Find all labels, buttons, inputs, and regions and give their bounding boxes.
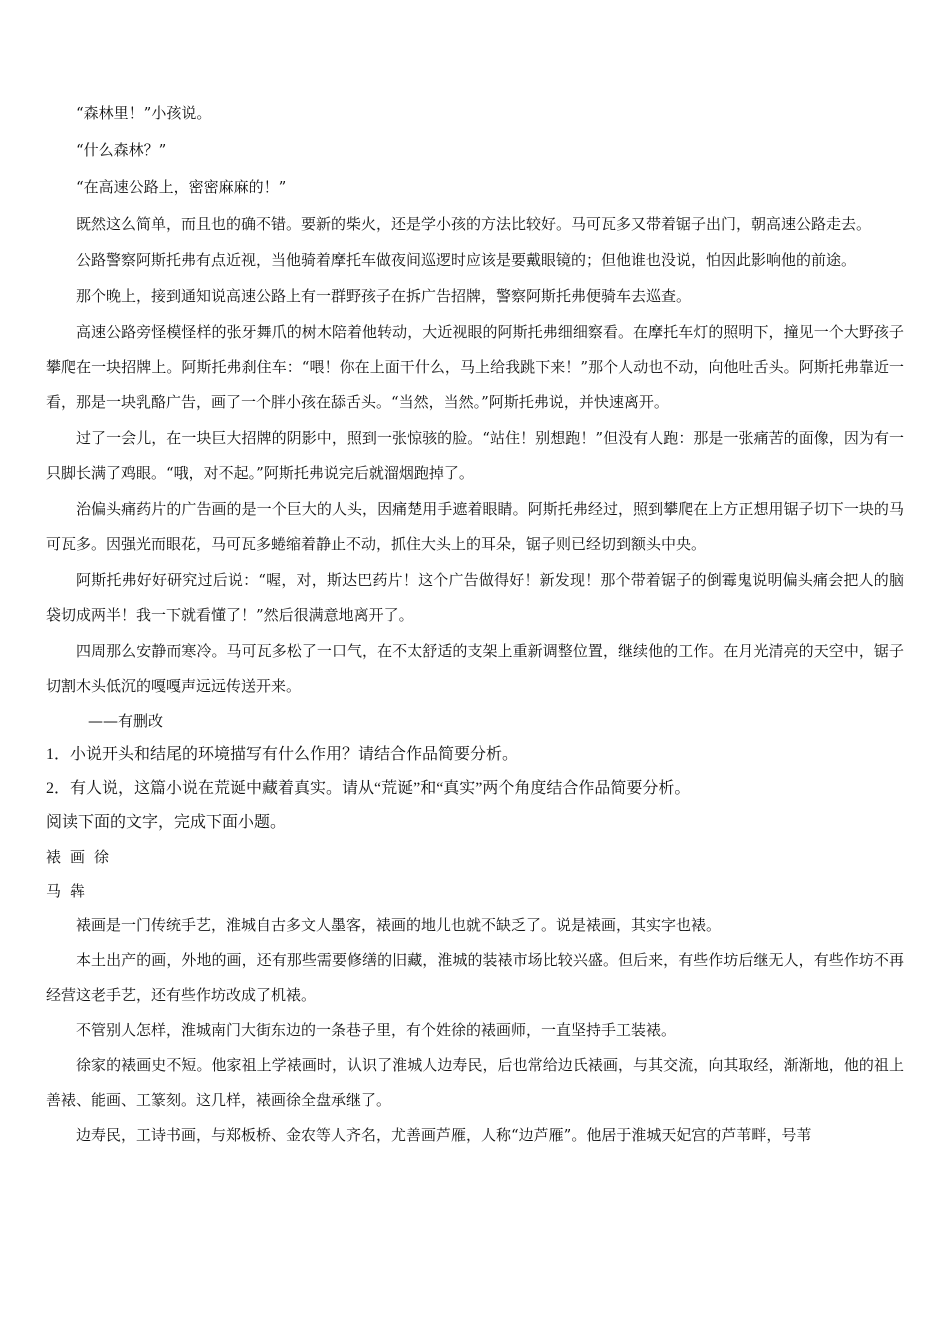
story-title: 裱画徐 — [46, 848, 119, 866]
paragraph: 高速公路旁怪模怪样的张牙舞爪的树木陪着他转动，大近视眼的阿斯托弗细细察看。在摩托车灯的照明下，撞见一个大野孩子攀爬在一块招牌上。阿斯托弗刹住车：“喂！你在上面干什么，马上给我跳下来！”那个人动也不动，向他吐舌头。阿斯托弗靠近一看，那是一块乳酪广告，画了一个胖小孩在舔舌头。“当然，当然。”阿斯托弗说，并快速离开。 — [46, 323, 904, 411]
dialogue-line: “在高速公路上，密密麻麻的！” — [76, 178, 287, 196]
paragraph: 阿斯托弗好好研究过后说：“喔，对，斯达巴药片！这个广告做得好！新发现！那个带着锯子的倒霉鬼说明偏头痛会把人的脑袋切成两半！我一下就看懂了！”然后很满意地离开了。 — [46, 571, 904, 624]
dialogue-line: “森林里！”小孩说。 — [76, 104, 212, 122]
questions — [46, 738, 904, 806]
reading-instruction: 阅读下面的文字，完成下面小题。 — [46, 814, 287, 831]
story-b — [46, 840, 904, 1153]
paragraph: 既然这么简单，而且也的确不错。要新的柴火，还是学小孩的方法比较好。马可瓦多又带着锯子出门，朝高速公路走去。 — [76, 215, 872, 233]
question-1: 1．小说开头和结尾的环境描写有什么作用？请结合作品简要分析。 — [46, 746, 519, 763]
paragraph: 徐家的裱画史不短。他家祖上学裱画时，认识了淮城人边寿民，后也常给边氏裱画，与其交流，向其取经，渐渐地，他的祖上善裱、能画、工篆刻。这几样，裱画徐全盘承继了。 — [46, 1056, 904, 1109]
question-2: 2．有人说，这篇小说在荒诞中藏着真实。请从“荒诞”和“真实”两个角度结合作品简要分析。 — [46, 780, 691, 797]
paragraph: 那个晚上，接到通知说高速公路上有一群野孩子在拆广告招牌，警察阿斯托弗便骑车去巡查。 — [76, 287, 692, 305]
story-a — [46, 96, 904, 738]
paragraph: 不管别人怎样，淮城南门大街东边的一条巷子里，有个姓徐的裱画师，一直坚持手工装裱。 — [76, 1021, 677, 1039]
paragraph: 四周那么安静而寒冷。马可瓦多松了一口气，在不太舒适的支架上重新调整位置，继续他的工作。在月光清亮的天空中，锯子切割木头低沉的嘎嘎声远远传送开来。 — [46, 642, 904, 695]
paragraph: 治偏头痛药片的广告画的是一个巨大的人头，因痛楚用手遮着眼睛。阿斯托弗经过，照到攀爬在上方正想用锯子切下一块的马可瓦多。因强光而眼花，马可瓦多蜷缩着静止不动，抓住大头上的耳朵，锯子则已经切到额头中央。 — [46, 500, 904, 553]
story-author: 马犇 — [46, 882, 95, 900]
paragraph: 本土出产的画，外地的画，还有那些需要修缮的旧藏，淮城的装裱市场比较兴盛。但后来，有些作坊后继无人，有些作坊不再经营这老手艺，还有些作坊改成了机裱。 — [46, 951, 904, 1004]
paragraph: 边寿民，工诗书画，与郑板桥、金农等人齐名，尤善画芦雁，人称“边芦雁”。他居于淮城天妃宫的芦苇畔，号苇 — [76, 1126, 812, 1144]
paragraph: 过了一会儿，在一块巨大招牌的阴影中，照到一张惊骇的脸。“站住！别想跑！”但没有人跑：那是一张痛苦的面像，因为有一只脚长满了鸡眼。“哦，对不起。”阿斯托弗说完后就溜烟跑掉了。 — [46, 429, 904, 482]
source-note: ——有删改 — [88, 712, 164, 730]
dialogue-line: “什么森林？” — [76, 141, 167, 159]
paragraph: 裱画是一门传统手艺，淮城自古多文人墨客，裱画的地儿也就不缺乏了。说是裱画，其实字也裱。 — [76, 916, 722, 934]
paragraph: 公路警察阿斯托弗有点近视，当他骑着摩托车做夜间巡逻时应该是要戴眼镜的；但他谁也没说，怕因此影响他的前途。 — [76, 251, 857, 269]
